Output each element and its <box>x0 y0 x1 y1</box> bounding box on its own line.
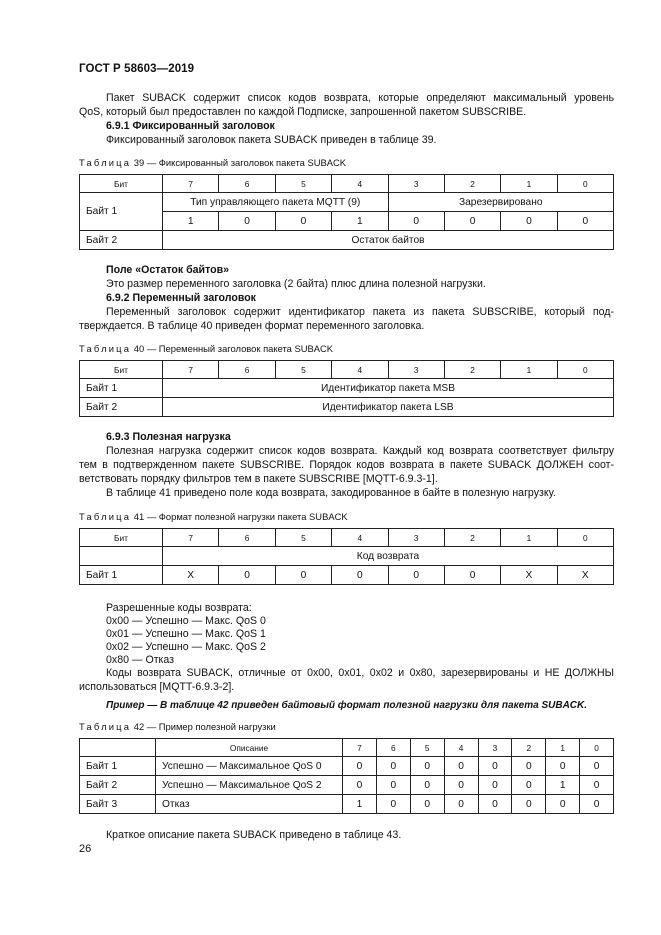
table-39-header-row <box>80 175 614 193</box>
example-note: Пример — В таблице 42 приведен байтовый формат полезной нагрузки для пакета SUBACK. <box>106 700 588 711</box>
table-41-head-cell: 4 <box>332 529 388 547</box>
table-42-header-row <box>80 739 614 757</box>
table-42-bit-cell: 1 <box>343 795 377 814</box>
table-42-head-cell: 5 <box>410 739 444 757</box>
table-42-row-label: Байт 2 <box>80 776 156 795</box>
table-40-head-cell: 6 <box>219 361 275 379</box>
table-39-head-cell: 3 <box>388 175 444 193</box>
table-39-head-cell: 4 <box>332 175 388 193</box>
table-42-head-cell: 7 <box>343 739 377 757</box>
section-693-line-4: В таблице 41 приведено поле кода возврата, закодированное в байте в полезную нагрузку. <box>106 487 556 499</box>
table-42-bit-cell: 0 <box>478 757 512 776</box>
table-41-head-cell: 5 <box>275 529 331 547</box>
table-42-head-cell: 4 <box>444 739 478 757</box>
table-39-head-cell: 6 <box>219 175 275 193</box>
table-39-head-cell: 0 <box>557 175 613 193</box>
table-42-bit-cell: 0 <box>410 795 444 814</box>
table-40-packet-id-msb: Идентификатор пакета MSB <box>163 379 614 398</box>
table-42-row <box>80 776 614 795</box>
table-42-bit-cell: 0 <box>444 795 478 814</box>
table-41-head-cell: 6 <box>219 529 275 547</box>
table-42-head-cell: Описание <box>156 739 343 757</box>
table-42-row-desc: Успешно — Максимальное QoS 0 <box>156 757 343 776</box>
section-691-title: 6.9.1 Фиксированный заголовок <box>106 120 275 132</box>
table-40-row-byte2 <box>80 398 614 417</box>
table-42-bit-cell: 0 <box>444 757 478 776</box>
section-692-line-1: Переменный заголовок содержит идентификатор пакета из пакета SUBSCRIBE, который под- <box>106 306 614 318</box>
section-693-title: 6.9.3 Полезная нагрузка <box>106 431 231 443</box>
table-41-byte1-label: Байт 1 <box>80 566 163 585</box>
table-40-byte1-label: Байт 1 <box>80 379 163 398</box>
table-42-head-cell: 1 <box>546 739 580 757</box>
table-40-head-cell: 3 <box>388 361 444 379</box>
table-39-caption-prefix: Таблица <box>79 157 132 168</box>
table-42-bit-cell: 0 <box>376 795 410 814</box>
table-42-row <box>80 757 614 776</box>
codes-title: Разрешенные коды возврата: <box>106 602 252 614</box>
table-42-row <box>80 795 614 814</box>
table-41-bit-cell: 0 <box>388 566 444 585</box>
table-42-bit-cell: 0 <box>478 795 512 814</box>
table-39-byte2-label: Байт 2 <box>80 231 163 250</box>
table-41-caption-text: 41 — Формат полезной нагрузки пакета SUBACK <box>133 511 348 522</box>
standard-header: ГОСТ Р 58603—2019 <box>79 63 195 75</box>
table-40-packet-id-lsb: Идентификатор пакета LSB <box>163 398 614 417</box>
section-693-line-2: тем в подтвержденном пакете SUBSCRIBE. Порядок кодов возврата в пакете SUBACK ДОЛЖЕН соот- <box>79 459 614 471</box>
table-41-bit-cell: X <box>163 566 219 585</box>
remaining-field-text: Это размер переменного заголовка (2 байта) плюс длина полезной нагрузки. <box>106 278 486 290</box>
table-40-head-cell: Бит <box>80 361 163 379</box>
table-42-bit-cell: 0 <box>478 776 512 795</box>
table-41-head-cell: 7 <box>163 529 219 547</box>
table-40-byte2-label: Байт 2 <box>80 398 163 417</box>
table-40-caption-text: 40 — Переменный заголовок пакета SUBACK <box>133 343 334 354</box>
table-42-head-cell <box>80 739 156 757</box>
table-42-head-cell: 6 <box>376 739 410 757</box>
table-41-bit-cell: X <box>557 566 613 585</box>
table-42-bit-cell: 0 <box>546 795 580 814</box>
table-39-bit-cell: 0 <box>388 212 444 231</box>
table-42-bit-cell: 0 <box>410 757 444 776</box>
table-40-head-cell: 0 <box>557 361 613 379</box>
code-item: 0x02 — Успешно — Макс. QoS 2 <box>106 641 266 653</box>
table-42-bit-cell: 0 <box>444 776 478 795</box>
table-42-bit-cell: 0 <box>512 757 546 776</box>
code-item: 0x00 — Успешно — Макс. QoS 0 <box>106 615 266 627</box>
section-693-line-1: Полезная нагрузка содержит список кодов возврата. Каждый код возврата соответствует фильтру <box>106 445 614 457</box>
table-42-bit-cell: 0 <box>580 795 614 814</box>
table-41-head-cell: 3 <box>388 529 444 547</box>
section-692-line-2: тверждается. В таблице 40 приведен формат переменного заголовка. <box>79 320 425 332</box>
table-39-bit-cell: 1 <box>332 212 388 231</box>
table-40 <box>79 360 614 417</box>
table-40-head-cell: 4 <box>332 361 388 379</box>
table-39-remaining-length: Остаток байтов <box>163 231 614 250</box>
table-42-bit-cell: 0 <box>376 776 410 795</box>
table-41-row-byte1 <box>80 566 614 585</box>
table-40-header-row <box>80 361 614 379</box>
table-41-return-code: Код возврата <box>163 547 614 566</box>
table-41-header-row <box>80 529 614 547</box>
table-41-bit-cell: 0 <box>444 566 500 585</box>
table-42-bit-cell: 0 <box>343 776 377 795</box>
table-42-bit-cell: 0 <box>512 776 546 795</box>
table-41-head-cell: 1 <box>501 529 557 547</box>
table-42-head-cell: 0 <box>580 739 614 757</box>
table-41-bit-cell: X <box>501 566 557 585</box>
table-39-byte1-label: Байт 1 <box>80 193 163 231</box>
table-41-empty-cell <box>80 547 163 566</box>
code-item: 0x80 — Отказ <box>106 654 175 666</box>
table-40-head-cell: 7 <box>163 361 219 379</box>
table-42 <box>79 738 614 814</box>
table-42-bit-cell: 0 <box>512 795 546 814</box>
table-42-bit-cell: 0 <box>580 757 614 776</box>
table-41-caption-prefix: Таблица <box>79 511 132 522</box>
table-39-row-byte1 <box>80 193 614 212</box>
table-39-bit-cell: 0 <box>557 212 613 231</box>
table-39-bit-cell: 1 <box>163 212 219 231</box>
table-42-caption-text: 42 — Пример полезной нагрузки <box>133 721 276 732</box>
table-42-bit-cell: 0 <box>410 776 444 795</box>
table-41-bit-cell: 0 <box>219 566 275 585</box>
table-42-caption-prefix: Таблица <box>79 721 132 732</box>
table-41-bit-cell: 0 <box>275 566 331 585</box>
table-40-caption-prefix: Таблица <box>79 343 132 354</box>
table-42-bit-cell: 0 <box>376 757 410 776</box>
table-41-caption <box>79 511 348 522</box>
table-41-head-cell: 2 <box>444 529 500 547</box>
table-39-head-cell: 5 <box>275 175 331 193</box>
section-691-text: Фиксированный заголовок пакета SUBACK приведен в таблице 39. <box>106 134 437 146</box>
table-39-caption <box>79 157 346 168</box>
table-39-head-cell: Бит <box>80 175 163 193</box>
table-39-bit-cell: 0 <box>501 212 557 231</box>
table-42-row-desc: Отказ <box>156 795 343 814</box>
page-number: 26 <box>79 843 92 855</box>
table-41 <box>79 528 614 585</box>
table-42-head-cell: 2 <box>512 739 546 757</box>
table-40-head-cell: 2 <box>444 361 500 379</box>
codes-note-line-2: использоваться [MQTT-6.9.3-2]. <box>79 681 235 693</box>
table-41-row-code <box>80 547 614 566</box>
table-39-bit-cell: 0 <box>275 212 331 231</box>
table-39-row-byte2 <box>80 231 614 250</box>
table-42-caption <box>79 721 276 732</box>
table-41-bit-cell: 0 <box>332 566 388 585</box>
table-39-head-cell: 2 <box>444 175 500 193</box>
table-40-row-byte1 <box>80 379 614 398</box>
table-39-packet-type: Тип управляющего пакета MQTT (9) <box>163 193 389 212</box>
summary-text: Краткое описание пакета SUBACK приведено в таблице 43. <box>106 829 402 841</box>
table-39-bit-cell: 0 <box>444 212 500 231</box>
section-693-line-3: ветствовать порядку фильтров тем в пакете SUBSCRIBE [MQTT-6.9.3-1]. <box>79 473 438 485</box>
table-39-head-cell: 1 <box>501 175 557 193</box>
table-42-bit-cell: 0 <box>546 757 580 776</box>
intro-line-2: QoS, который был предоставлен по каждой Подписке, запрошенной пакетом SUBSCRIBE. <box>79 106 527 118</box>
table-42-bit-cell: 0 <box>343 757 377 776</box>
table-39-reserved: Зарезервировано <box>388 193 614 212</box>
table-40-head-cell: 1 <box>501 361 557 379</box>
table-39 <box>79 174 614 250</box>
table-39-head-cell: 7 <box>163 175 219 193</box>
table-40-caption <box>79 343 333 354</box>
table-42-bit-cell: 1 <box>546 776 580 795</box>
table-42-bit-cell: 0 <box>580 776 614 795</box>
table-40-head-cell: 5 <box>275 361 331 379</box>
codes-note-line-1: Коды возврата SUBACK, отличные от 0x00, 0x01, 0x02 и 0x80, зарезервированы и НЕ ДОЛЖНЫ <box>106 667 614 679</box>
table-42-head-cell: 3 <box>478 739 512 757</box>
remaining-field-title: Поле «Остаток байтов» <box>106 264 229 276</box>
table-41-head-cell: 0 <box>557 529 613 547</box>
table-39-bit-cell: 0 <box>219 212 275 231</box>
section-692-title: 6.9.2 Переменный заголовок <box>106 292 256 304</box>
table-41-head-cell: Бит <box>80 529 163 547</box>
table-42-row-label: Байт 3 <box>80 795 156 814</box>
table-42-row-label: Байт 1 <box>80 757 156 776</box>
table-42-row-desc: Успешно — Максимальное QoS 2 <box>156 776 343 795</box>
code-item: 0x01 — Успешно — Макс. QoS 1 <box>106 628 266 640</box>
intro-line-1: Пакет SUBACK содержит список кодов возврата, которые определяют максимальный уровень <box>106 92 614 104</box>
table-39-caption-text: 39 — Фиксированный заголовок пакета SUBACK <box>133 157 347 168</box>
